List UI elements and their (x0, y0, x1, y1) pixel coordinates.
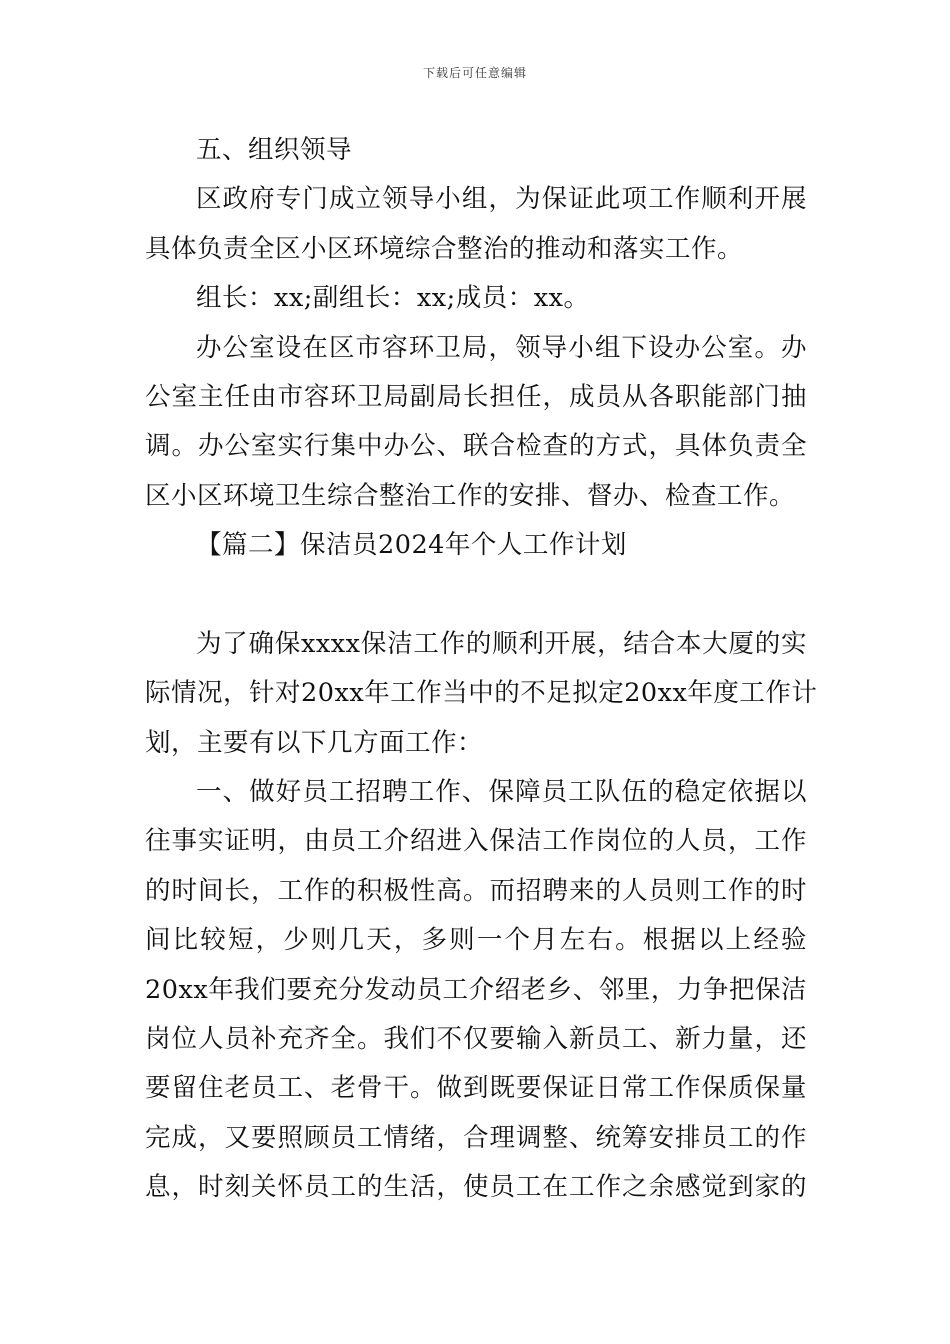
blank-line (145, 571, 807, 620)
paragraph-line: 息，时刻关怀员工的生活，使员工在工作之余感觉到家的 (145, 1172, 807, 1203)
document-body (145, 126, 818, 1213)
paragraph-line: 间比较短，少则几天，多则一个月左右。根据以上经验 (145, 925, 807, 956)
paragraph-line: 组长：xx;副组长：xx;成员：xx。 (196, 283, 590, 314)
paragraph-line: 区小区环境卫生综合整治工作的安排、督办、检查工作。 (145, 480, 796, 511)
paragraph-line: 往事实证明，由员工介绍进入保洁工作岗位的人员，工作 (145, 826, 807, 857)
paragraph-line: 为了确保xxxx保洁工作的顺利开展，结合本大厦的实 (196, 628, 807, 659)
paragraph-line: 20xx年我们要充分发动员工介绍老乡、邻里，力争把保洁 (145, 974, 807, 1005)
paragraph-line: 完成，又要照顾员工情绪，合理调整、统筹安排员工的作 (145, 1122, 807, 1153)
paragraph-line: 要留住老员工、老骨干。做到既要保证日常工作保质保量 (145, 1073, 807, 1104)
paragraph-line: 岗位人员补充齐全。我们不仅要输入新员工、新力量，还 (145, 1024, 807, 1055)
paragraph-line: 调。办公室实行集中办公、联合检查的方式，具体负责全 (145, 431, 807, 462)
paragraph-line: 具体负责全区小区环境综合整治的推动和落实工作。 (145, 233, 744, 264)
article-title: 【篇二】保洁员2024年个人工作计划 (196, 530, 627, 561)
paragraph-line: 的时间长，工作的积极性高。而招聘来的人员则工作的时 (145, 875, 807, 906)
section-heading: 五、组织领导 (196, 135, 353, 165)
paragraph-line: 一、做好员工招聘工作、保障员工队伍的稳定依据以 (196, 777, 807, 808)
paragraph-line: 划，主要有以下几方面工作： (145, 727, 484, 758)
paragraph-line: 际情况，针对20xx年工作当中的不足拟定20xx年度工作计 (145, 678, 818, 709)
page-header: 下载后可任意编辑 (422, 66, 527, 80)
paragraph-line: 办公室设在区市容环卫局，领导小组下设办公室。办 (196, 332, 807, 363)
paragraph-line: 区政府专门成立领导小组，为保证此项工作顺利开展 (196, 184, 807, 215)
paragraph-line: 公室主任由市容环卫局副局长担任，成员从各职能部门抽 (145, 381, 807, 412)
